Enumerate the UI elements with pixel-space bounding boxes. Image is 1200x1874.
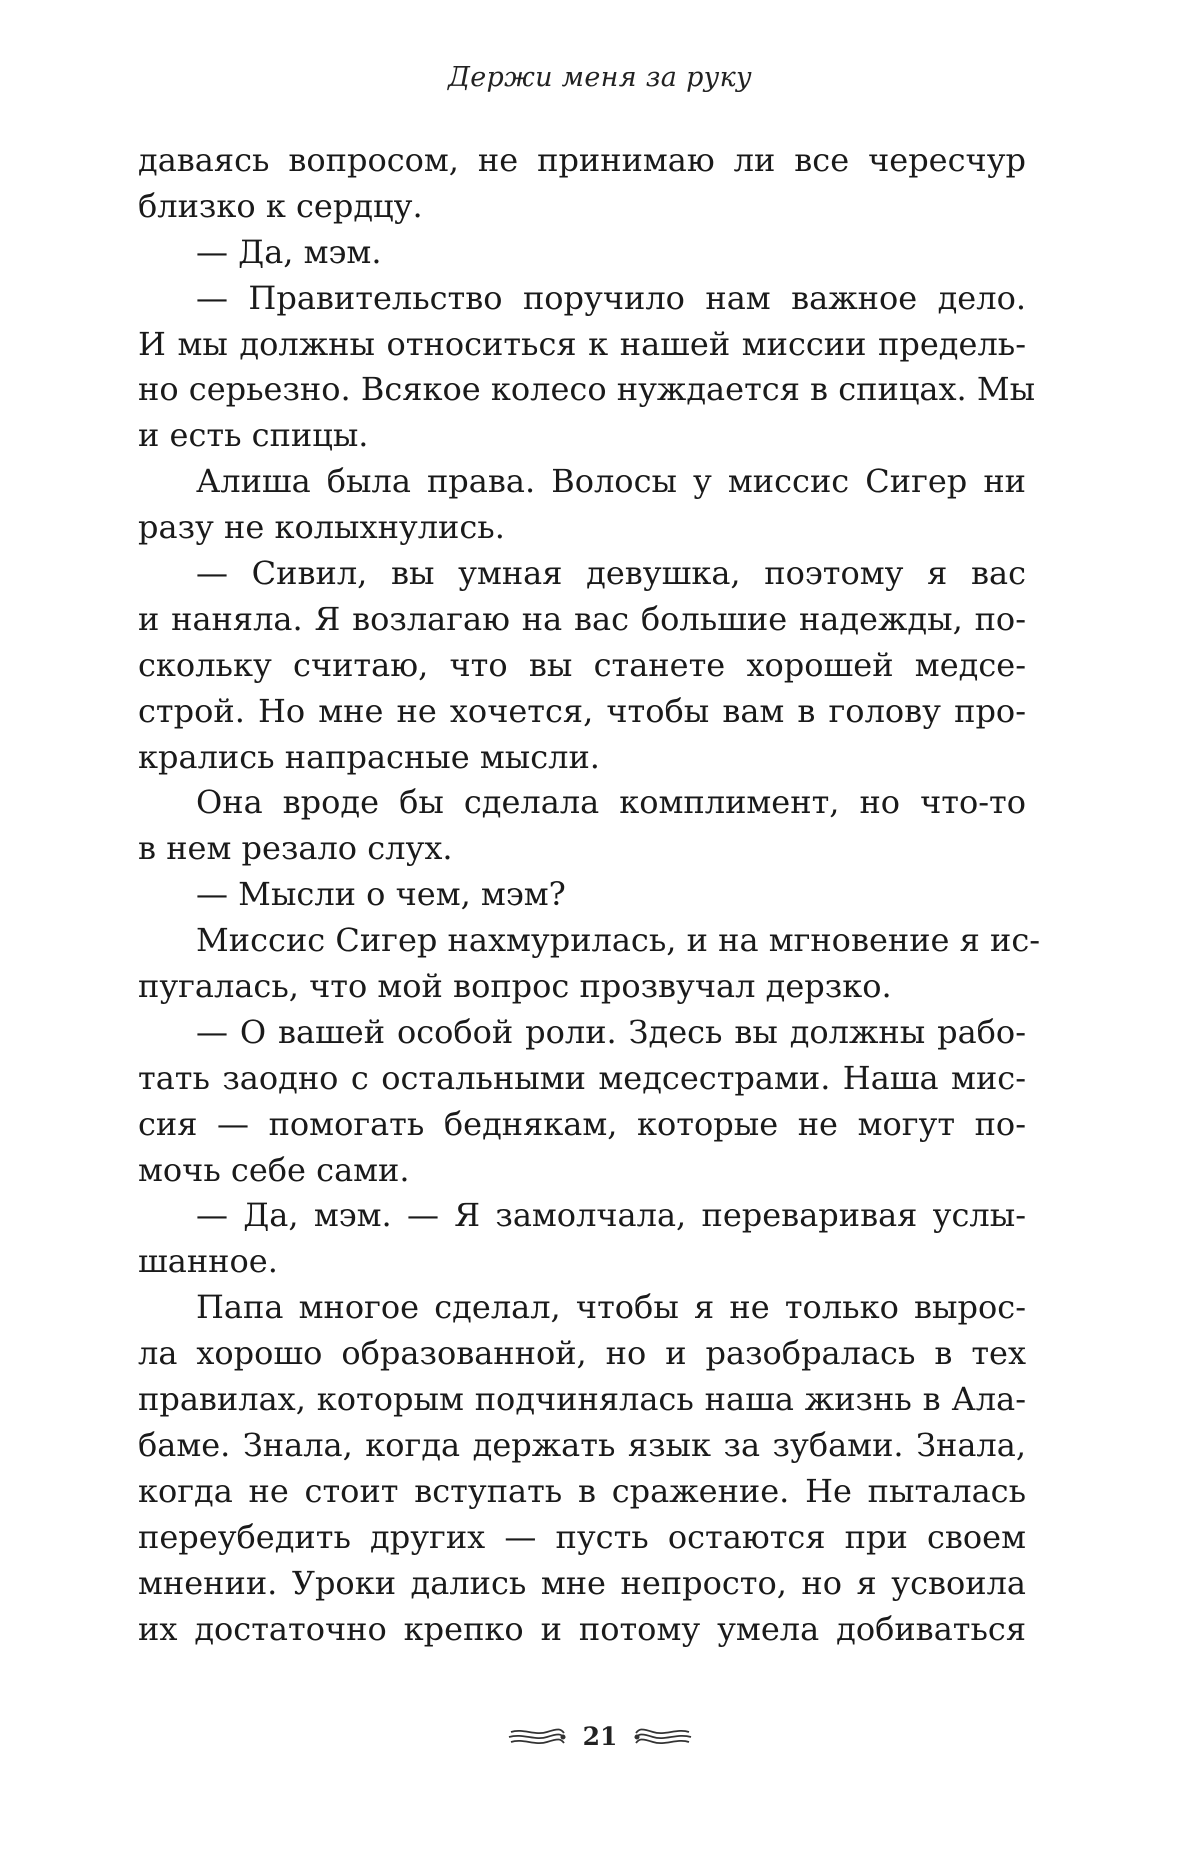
text-line: Алиша была права. Волосы у миссис Сигер ни [196, 462, 1026, 501]
text-line: их достаточно крепко и потому умела добиваться [138, 1609, 1026, 1648]
running-head: Держи меня за руку [447, 62, 753, 93]
body-text [138, 138, 1041, 1652]
text-line: переубедить других — пусть остаются при своем [138, 1517, 1026, 1556]
text-line: когда не стоит вступать в сражение. Не пыталась [138, 1471, 1026, 1510]
text-line: в нем резало слух. [138, 829, 453, 868]
text-line: строй. Но мне не хочется, чтобы вам в голову про- [138, 691, 1026, 730]
text-line: и наняла. Я возлагаю на вас большие надежды, по- [138, 599, 1026, 638]
page-number: 21 [582, 1722, 618, 1751]
text-line: мнении. Уроки дались мне непросто, но я усвоила [138, 1563, 1026, 1602]
text-line: — Правительство поручило нам важное дело. [196, 278, 1026, 317]
text-line: крались напрасные мысли. [138, 737, 600, 776]
text-line: шанное. [138, 1242, 278, 1281]
text-line: — Сивил, вы умная девушка, поэтому я вас [196, 554, 1026, 593]
text-line: сия — помогать беднякам, которые не могут по- [138, 1104, 1026, 1143]
text-line: Папа многое сделал, чтобы я не только вырос- [196, 1288, 1026, 1327]
text-line: баме. Знала, когда держать язык за зубами. Знала, [138, 1425, 1026, 1464]
text-line: — О вашей особой роли. Здесь вы должны рабо- [196, 1012, 1026, 1051]
text-line: Она вроде бы сделала комплимент, но что-то [196, 783, 1026, 822]
text-line: Миссис Сигер нахмурилась, и на мгновение я ис- [196, 921, 1041, 960]
text-line: но серьезно. Всякое колесо нуждается в спицах. Мы [138, 370, 1036, 409]
text-line: даваясь вопросом, не принимаю ли все чересчур [138, 141, 1026, 179]
text-line: правилах, которым подчинялась наша жизнь в Ала- [138, 1380, 1026, 1419]
text-line: скольку считаю, что вы станете хорошей медсе- [138, 645, 1026, 684]
text-line: близко к сердцу. [138, 186, 423, 225]
text-line: — Мысли о чем, мэм? [196, 875, 566, 914]
text-line: пугалась, что мой вопрос прозвучал дерзко. [138, 967, 892, 1006]
text-line: И мы должны относиться к нашей миссии предель- [138, 324, 1026, 363]
text-line: — Да, мэм. — Я замолчала, переваривая услы- [196, 1196, 1026, 1235]
text-line: ла хорошо образованной, но и разобралась в тех [138, 1334, 1026, 1373]
right-ornament-icon [633, 1726, 693, 1748]
text-line: — Да, мэм. [196, 232, 382, 271]
text-line: и есть спицы. [138, 416, 369, 455]
left-ornament-icon [507, 1726, 567, 1748]
text-line: тать заодно с остальными медсестрами. Наша мис- [138, 1058, 1026, 1097]
text-line: разу не колыхнулись. [138, 508, 505, 547]
folio [0, 1722, 1200, 1751]
text-line: мочь себе сами. [138, 1150, 410, 1189]
